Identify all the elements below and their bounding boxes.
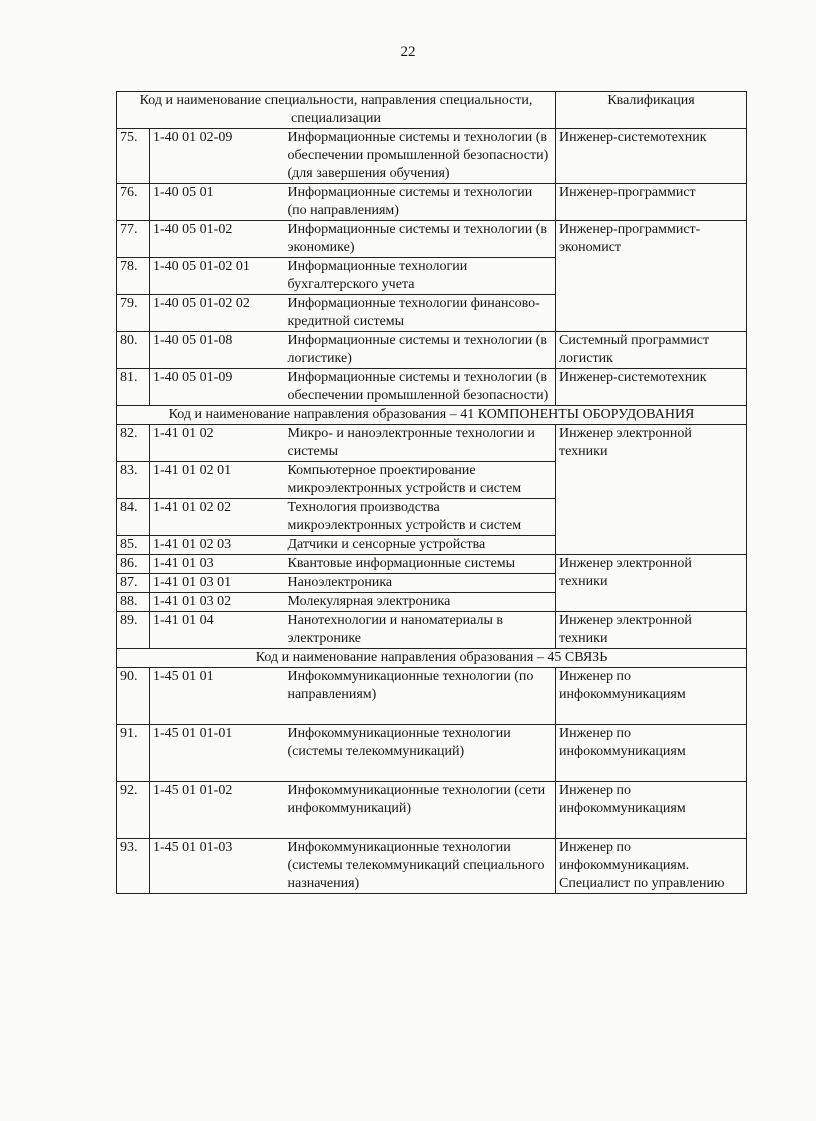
row-number: 80. xyxy=(117,332,150,369)
row-qualification: Инженер-программист xyxy=(556,184,747,221)
row-qualification: Инженер электронной техники xyxy=(556,425,747,555)
qualification-column-header: Квалификация xyxy=(556,92,747,129)
row-name: Информационные системы и технологии (в обеспечении промышленной безопасности) (для завершения обучения) xyxy=(285,129,556,184)
row-qualification: Инженер-системотехник xyxy=(556,129,747,184)
table-row xyxy=(117,555,747,574)
row-qualification: Системный программист логистик xyxy=(556,332,747,369)
table-row xyxy=(117,332,747,369)
row-code: 1-45 01 01-03 xyxy=(150,839,285,894)
row-qualification: Инженер электронной техники xyxy=(556,612,747,649)
row-number: 82. xyxy=(117,425,150,462)
row-code: 1-45 01 01 xyxy=(150,668,285,725)
row-name: Компьютерное проектирование микроэлектронных устройств и систем xyxy=(285,462,556,499)
row-code: 1-41 01 02 xyxy=(150,425,285,462)
row-name: Технология производства микроэлектронных устройств и систем xyxy=(285,499,556,536)
row-number: 92. xyxy=(117,782,150,839)
row-code: 1-40 05 01-09 xyxy=(150,369,285,406)
row-number: 78. xyxy=(117,258,150,295)
row-name: Молекулярная электроника xyxy=(285,593,556,612)
row-name: Информационные системы и технологии (в логистике) xyxy=(285,332,556,369)
row-qualification: Инженер-программист-экономист xyxy=(556,221,747,332)
row-number: 85. xyxy=(117,536,150,555)
section-header-41: Код и наименование направления образования – 41 КОМПОНЕНТЫ ОБОРУДОВАНИЯ xyxy=(117,406,747,425)
table-row xyxy=(117,668,747,725)
table-row xyxy=(117,369,747,406)
section-header-45: Код и наименование направления образования – 45 СВЯЗЬ xyxy=(117,649,747,668)
row-name: Квантовые информационные системы xyxy=(285,555,556,574)
row-name-text: Инфокоммуникационные технологии (системы телекоммуникаций) xyxy=(287,726,511,759)
row-code: 1-41 01 03 xyxy=(150,555,285,574)
table-header-row xyxy=(117,92,747,129)
row-name xyxy=(285,668,556,725)
row-qualification: Инженер-системотехник xyxy=(556,369,747,406)
row-number: 87. xyxy=(117,574,150,593)
row-name-text: Инфокоммуникационные технологии (по направлениям) xyxy=(287,669,534,702)
row-name: Микро- и наноэлектронные технологии и системы xyxy=(285,425,556,462)
row-code: 1-40 01 02-09 xyxy=(150,129,285,184)
row-code: 1-41 01 02 02 xyxy=(150,499,285,536)
row-code: 1-41 01 02 01 xyxy=(150,462,285,499)
row-code: 1-41 01 04 xyxy=(150,612,285,649)
row-number: 76. xyxy=(117,184,150,221)
section-header-row xyxy=(117,406,747,425)
table-row xyxy=(117,221,747,258)
table-row xyxy=(117,129,747,184)
row-code: 1-40 05 01-02 01 xyxy=(150,258,285,295)
row-name: Информационные системы и технологии (в обеспечении промышленной безопасности) xyxy=(285,369,556,406)
table-row xyxy=(117,184,747,221)
row-name: Информационные системы и технологии (в экономике) xyxy=(285,221,556,258)
row-qualification: Инженер электронной техники xyxy=(556,555,747,612)
row-number: 84. xyxy=(117,499,150,536)
section-header-row xyxy=(117,649,747,668)
row-number: 77. xyxy=(117,221,150,258)
row-number: 89. xyxy=(117,612,150,649)
row-qualification: Инженер по инфокоммуникациям xyxy=(556,725,747,782)
row-number: 88. xyxy=(117,593,150,612)
row-code: 1-45 01 01-01 xyxy=(150,725,285,782)
table-row xyxy=(117,839,747,894)
row-number: 93. xyxy=(117,839,150,894)
row-name xyxy=(285,782,556,839)
row-code: 1-41 01 02 03 xyxy=(150,536,285,555)
row-name: Наноэлектроника xyxy=(285,574,556,593)
row-number: 91. xyxy=(117,725,150,782)
row-name-text: Инфокоммуникационные технологии (сети инфокоммуникаций) xyxy=(287,783,546,816)
row-qualification: Инженер по инфокоммуникациям xyxy=(556,668,747,725)
row-code: 1-40 05 01-08 xyxy=(150,332,285,369)
row-code: 1-41 01 03 01 xyxy=(150,574,285,593)
row-code: 1-40 05 01-02 xyxy=(150,221,285,258)
row-name: Информационные технологии бухгалтерского учета xyxy=(285,258,556,295)
row-number: 83. xyxy=(117,462,150,499)
row-qualification: Инженер по инфокоммуникациям xyxy=(556,782,747,839)
table-row xyxy=(117,425,747,462)
row-name: Нанотехнологии и наноматериалы в электронике xyxy=(285,612,556,649)
row-name: Информационные системы и технологии (по направлениям) xyxy=(285,184,556,221)
row-number: 86. xyxy=(117,555,150,574)
row-code: 1-45 01 01-02 xyxy=(150,782,285,839)
row-name xyxy=(285,725,556,782)
row-code: 1-40 05 01-02 02 xyxy=(150,295,285,332)
table-row xyxy=(117,612,747,649)
table-row xyxy=(117,725,747,782)
row-number: 90. xyxy=(117,668,150,725)
page-number: 22 xyxy=(400,44,416,60)
row-code: 1-41 01 03 02 xyxy=(150,593,285,612)
row-number: 79. xyxy=(117,295,150,332)
row-name: Датчики и сенсорные устройства xyxy=(285,536,556,555)
row-number: 75. xyxy=(117,129,150,184)
row-qualification: Инженер по инфокоммуникациям. Специалист по управлению xyxy=(556,839,747,894)
table-row xyxy=(117,782,747,839)
row-name: Инфокоммуникационные технологии (системы телекоммуникаций специального назначения) xyxy=(285,839,556,894)
specialty-table xyxy=(116,91,747,894)
row-code: 1-40 05 01 xyxy=(150,184,285,221)
row-number: 81. xyxy=(117,369,150,406)
row-name: Информационные технологии финансово-кредитной системы xyxy=(285,295,556,332)
specialty-column-header: Код и наименование специальности, направления специальности, специализации xyxy=(117,92,556,129)
